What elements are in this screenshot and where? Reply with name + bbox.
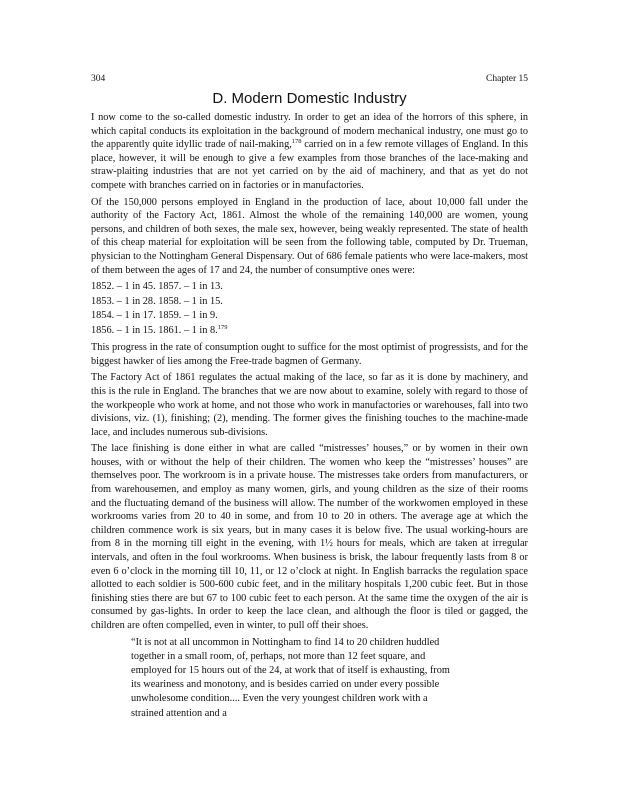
paragraph-lace-production: Of the 150,000 persons employed in England in the production of lace, about 10,000 fall under the authority of the Factory Act, 1861. Almost the whole of the remaining 140,000 are women, young persons, and children of both sexes, the male sex, however, being weakly represented. The state of health of this cheap material for exploitation will be seen from the following table, computed by Dr. Trueman, physician to the Nottingham General Dispensary. Out of 686 female patients who were lace-makers, most of them between the ages of 17 and 24, the number of consumptive ones were: bbox=[91, 196, 528, 276]
consumption-table bbox=[91, 280, 528, 338]
paragraph-text: I now come to the so-called domestic industry. In order to get an idea of the horrors of this sphere, in which capital conducts its exploitation in the background of modern mechanical industry, one must go to the apparently quite idyllic trade of nail-making, bbox=[91, 112, 528, 151]
section-title: D. Modern Domestic Industry bbox=[212, 90, 407, 107]
table-row: 1854. – 1 in 17. 1859. – 1 in 9. bbox=[91, 310, 218, 322]
paragraph-text: carried on in a few remote villages of England. In this place, however, it will be enough to give a few examples from those branches of the lace-making and straw-plaiting industries that are not yet carried on by the aid of machinery, and that as yet do not compete with branches carried on in factories or in manufactories. bbox=[91, 139, 528, 191]
paragraph-domestic-industry bbox=[91, 111, 528, 193]
table-row-last bbox=[91, 324, 528, 339]
paragraph-lace-finishing: The lace finishing is done either in what are called “mistresses’ houses,” or by women in their own houses, with or without the help of their children. The women who keep the “mistresses’ houses” are themselves poor. The workroom is in a private house. The mistresses take orders from manufacturers, or from warehousemen, and employ as many women, girls, and young children as the size of their rooms and the fluctuating demand of the business will allow. The number of the workwomen employed in these workrooms varies from 20 to 40 in some, and from 10 to 20 in others. The average age at which the children commence work is six years, but in many cases it is below five. The usual working-hours are from 8 in the morning till eight in the evening, with 1½ hours for meals, which are taken at irregular intervals, and often in the foul workrooms. When business is brisk, the labour frequently lasts from 8 or even 6 o’clock in the morning till 10, 11, or 12 o’clock at night. In English barracks the regulation space allotted to each soldier is 500-600 cubic feet, and in the military hospitals 1,200 cubic feet. But in those finishing sties there are but 67 to 100 cubic feet to each person. At the same time the oxygen of the air is consumed by gas-lights. In order to keep the lace clean, and although the floor is tiled or gagged, the children are often compelled, even in winter, to pull off their shoes. bbox=[91, 443, 528, 631]
chapter-label: Chapter 15 bbox=[486, 74, 528, 84]
footnote-ref: 178 bbox=[291, 138, 302, 146]
page-number: 304 bbox=[91, 74, 106, 84]
paragraph-progress: This progress in the rate of consumption ought to suffice for the most optimist of progressists, and for the biggest hawker of lies among the Free-trade bagmen of Germany. bbox=[91, 342, 528, 367]
paragraph-factory-act: The Factory Act of 1861 regulates the actual making of the lace, so far as it is done by machinery, and this is the rule in England. The branches that we are now about to examine, solely with regard to those of the workpeople who work at home, and not those who work in manufactories or warehouses, fall into two divisions, viz. (1), finishing; (2), mending. The former gives the finishing touches to the machine-made lace, and includes numerous sub-divisions. bbox=[91, 372, 528, 438]
table-row: 1852. – 1 in 45. 1857. – 1 in 13. bbox=[91, 281, 223, 293]
table-row: 1853. – 1 in 28. 1858. – 1 in 15. bbox=[91, 295, 223, 307]
block-quote: “It is not at all uncommon in Nottingham to find 14 to 20 children huddled together in a small room, of, perhaps, not more than 12 feet square, and employed for 15 hours out of the 24, at work that of itself is exhausting, from its weariness and monotony, and is besides carried on under every possible unwholesome condition.... Even the very youngest children work with a strained attention and a bbox=[131, 636, 450, 719]
table-row-text: 1856. – 1 in 15. 1861. – 1 in 8. bbox=[91, 324, 218, 336]
footnote-ref: 179 bbox=[217, 323, 228, 331]
body-text bbox=[91, 111, 528, 721]
